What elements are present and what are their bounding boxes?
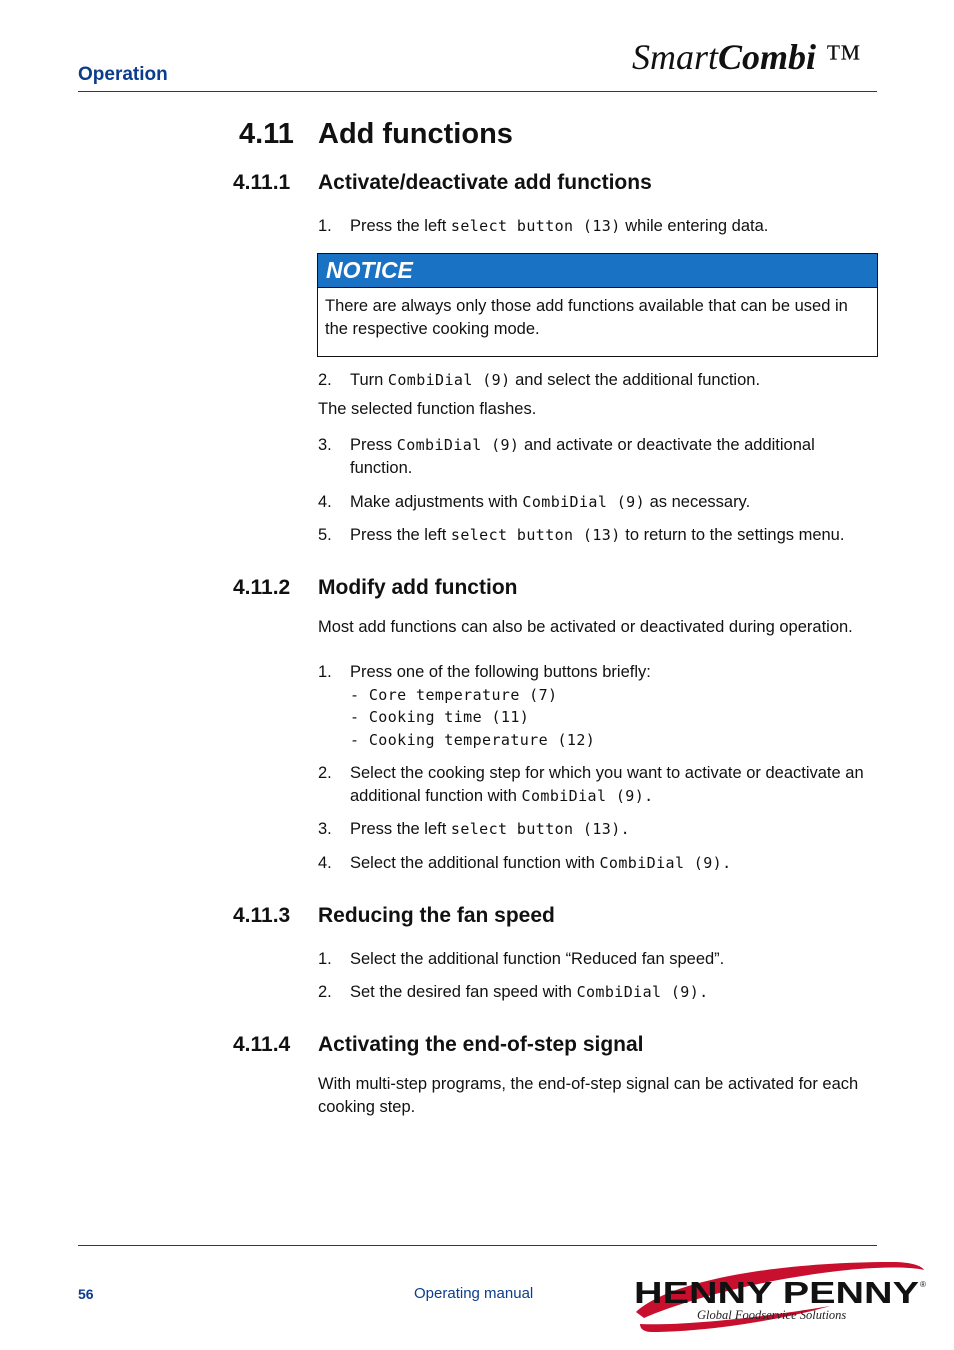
ui-element-reference: CombiDial (9) (522, 493, 646, 511)
step-number: 4. (318, 493, 332, 511)
notice-header (318, 254, 877, 288)
logo-registered-mark: ® (920, 1280, 926, 1289)
paragraph: With multi-step programs, the end-of-step signal can be activated for each cooking step. (318, 1075, 859, 1116)
subsection-number: 4.11.2 (233, 576, 291, 599)
step-text: Select the cooking step for which you want to activate or deactivate an additional function with CombiDial (9). (350, 764, 864, 805)
step-number: 1. (318, 950, 332, 968)
list-item (318, 491, 878, 514)
subsection-number: 4.11.3 (233, 904, 291, 927)
paragraph: The selected function flashes. (318, 400, 537, 418)
subsection-number: 4.11.1 (233, 171, 291, 194)
ui-element-reference: CombiDial (9). (576, 983, 709, 1001)
ui-element-reference: select button (13) (450, 526, 621, 544)
step-number: 2. (318, 764, 332, 782)
list-item (318, 818, 878, 841)
step-number: 3. (318, 436, 332, 454)
step-text: Press the left select button (13). (350, 820, 631, 838)
subsection-heading-3 (233, 904, 833, 930)
logo-tagline: Global Foodservice Solutions (697, 1308, 847, 1322)
ui-element-reference: select button (13) (450, 217, 621, 235)
notice-text: There are always only those add functions available that can be used in the respective cooking mode. (325, 297, 848, 338)
subsection-number: 4.11.4 (233, 1033, 291, 1056)
subsection-title: Modify add function (318, 576, 518, 599)
section-title: Add functions (318, 118, 513, 150)
step-text: Press the left select button (13) to return to the settings menu. (350, 526, 845, 544)
step-number: 3. (318, 820, 332, 838)
list-item (318, 524, 878, 547)
paragraph: Most add functions can also be activated or deactivated during operation. (318, 618, 853, 636)
list-item (318, 215, 878, 238)
list-item (318, 948, 878, 971)
ui-element-reference: CombiDial (9) (387, 371, 511, 389)
brand-bold: Combi (718, 37, 817, 77)
list-item (318, 981, 878, 1004)
step-text: Set the desired fan speed with CombiDial (9). (350, 983, 709, 1001)
list-item (318, 661, 878, 751)
section-number: 4.11 (239, 118, 294, 150)
sub-list-item: - Cooking time (11) (350, 708, 530, 726)
subsection-title: Reducing the fan speed (318, 904, 555, 927)
notice-title: NOTICE (326, 257, 413, 283)
document-type-label: Operating manual (414, 1285, 534, 1302)
sub-list-item: - Core temperature (7) (350, 685, 558, 704)
list-item (318, 434, 878, 479)
brand-title (632, 36, 860, 78)
step-text: Press one of the following buttons briefly: - Core temperature (7) - Cooking time (11) - Cooking temperature (12) (350, 663, 651, 749)
ui-element-reference: select button (13). (450, 820, 631, 838)
step-text: Make adjustments with CombiDial (9) as necessary. (350, 493, 751, 511)
step-number: 5. (318, 526, 332, 544)
logo-wordmark: HENNY PENNY (634, 1275, 920, 1310)
step-number: 1. (318, 217, 332, 235)
step-text: Turn CombiDial (9) and select the additional function. (350, 371, 761, 389)
header-divider (78, 91, 877, 92)
sub-list-item: - Cooking temperature (12) (350, 730, 596, 749)
step-number: 2. (318, 371, 332, 389)
subsection-heading-1 (233, 171, 833, 197)
subsection-title: Activating the end-of-step signal (318, 1033, 644, 1056)
brand-light: Smart (632, 37, 719, 77)
running-header-section: Operation (78, 64, 168, 85)
list-item (318, 762, 878, 807)
subsection-title: Activate/deactivate add functions (318, 171, 652, 194)
henny-penny-logo (630, 1254, 930, 1334)
step-number: 1. (318, 663, 332, 681)
step-text: Press CombiDial (9) and activate or deactivate the additional function. (350, 436, 815, 477)
page-number: 56 (78, 1286, 94, 1302)
step-number: 4. (318, 854, 332, 872)
ui-element-reference: CombiDial (9). (521, 786, 654, 805)
subsection-heading-4 (233, 1033, 833, 1059)
subsection-heading-2 (233, 576, 833, 602)
step-number: 2. (318, 983, 332, 1001)
step-text: Press the left select button (13) while entering data. (350, 217, 769, 235)
brand-trademark: ™ (816, 37, 861, 77)
ui-element-reference: CombiDial (9) (396, 436, 520, 454)
notice-box (317, 253, 878, 357)
list-item (318, 852, 878, 875)
step-text: Select the additional function “Reduced fan speed”. (350, 950, 725, 968)
list-item (318, 369, 878, 392)
footer-divider (78, 1245, 877, 1246)
step-text: Select the additional function with CombiDial (9). (350, 854, 732, 872)
ui-element-reference: CombiDial (9). (599, 854, 732, 872)
